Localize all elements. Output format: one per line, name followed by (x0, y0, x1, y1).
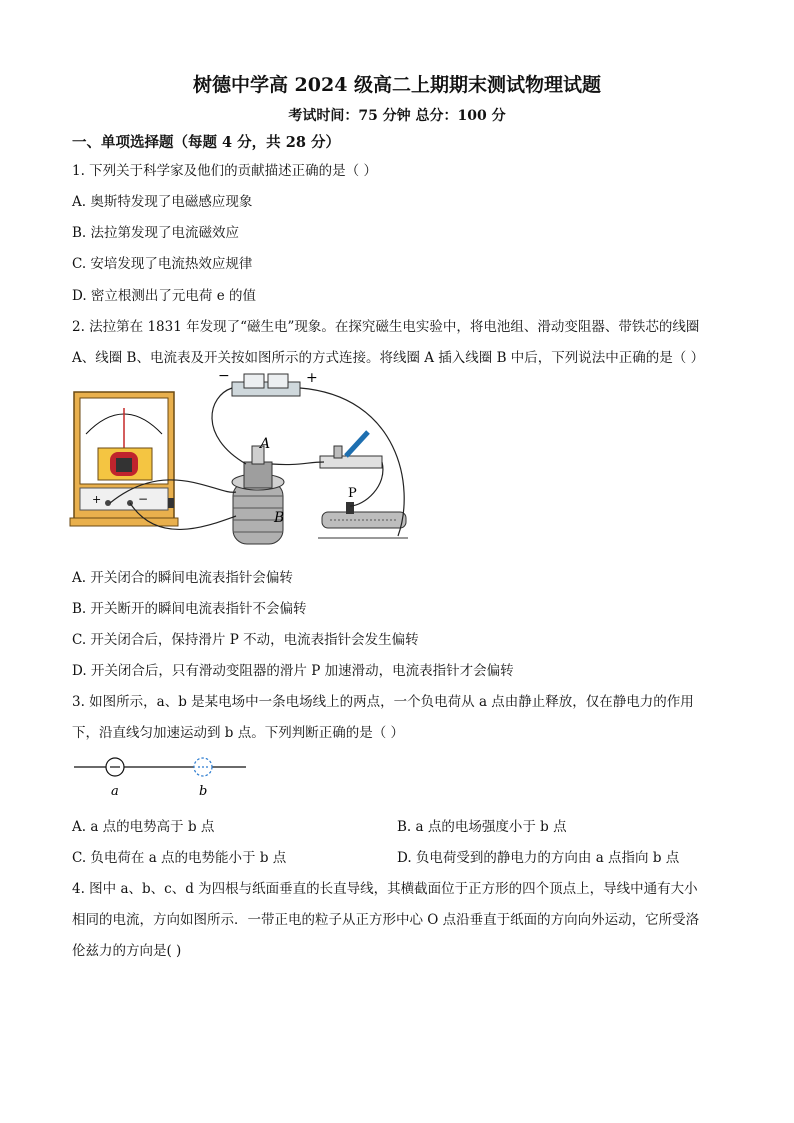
question-1-stem: 1. 下列关于科学家及他们的贡献描述正确的是（ ） (72, 163, 377, 179)
question-1-option-c: C. 安培发现了电流热效应规律 (72, 256, 253, 272)
question-2-option-a: A. 开关闭合的瞬间电流表指针会偏转 (72, 570, 293, 586)
question-3-stem-line-1: 3. 如图所示，a、b 是某电场中一条电场线上的两点，一个负电荷从 a 点由静止释放，仅在静电力的作用 (72, 694, 694, 710)
point-a-label: a (111, 784, 119, 799)
question-1-option-d: D. 密立根测出了元电荷 e 的值 (72, 288, 256, 304)
exam-info: 考试时间：75 分钟 总分：100 分 (288, 108, 506, 124)
question-3-option-c: C. 负电荷在 a 点的电势能小于 b 点 (72, 850, 287, 866)
galvanometer-plus-sign: + (92, 493, 102, 506)
battery-plus-label: + (306, 370, 318, 386)
question-2-circuit-figure (68, 366, 428, 558)
galvanometer (70, 392, 178, 526)
question-4-stem-line-3: 伦兹力的方向是( ) (72, 943, 182, 959)
question-3-option-d: D. 负电荷受到的静电力的方向由 a 点指向 b 点 (397, 850, 680, 866)
question-2-stem-line-1: 2. 法拉第在 1831 年发现了“磁生电”现象。在探究磁生电实验中，将电池组、滑动变阻器、带铁芯的线圈 (72, 319, 700, 335)
section-heading: 一、单项选择题（每题 4 分，共 28 分） (72, 134, 340, 151)
question-3-option-b: B. a 点的电场强度小于 b 点 (397, 819, 567, 835)
wire (212, 388, 246, 464)
question-2-option-b: B. 开关断开的瞬间电流表指针不会偏转 (72, 601, 307, 617)
question-3-field-line-figure (72, 755, 252, 801)
wire (272, 462, 324, 465)
question-2-option-d: D. 开关闭合后，只有滑动变阻器的滑片 P 加速滑动，电流表指针才会偏转 (72, 663, 514, 679)
rheostat (318, 502, 408, 538)
coil-b-label: B (274, 510, 285, 526)
galvanometer-minus-sign: − (138, 492, 149, 506)
question-2-stem-line-2: A、线圈 B、电流表及开关按如图所示的方式连接。将线圈 A 插入线圈 B 中后，下列说法中正确的是（ ） (72, 350, 705, 366)
question-1-option-a: A. 奥斯特发现了电磁感应现象 (72, 194, 253, 210)
slider-label: P (348, 486, 357, 501)
question-1-option-b: B. 法拉第发现了电流磁效应 (72, 225, 240, 241)
point-b-label: b (199, 784, 208, 799)
question-2-option-c: C. 开关闭合后，保持滑片 P 不动，电流表指针会发生偏转 (72, 632, 419, 648)
battery-pack (232, 374, 300, 396)
coil-a (244, 446, 272, 488)
question-4-stem-line-2: 相同的电流，方向如图所示．一带正电的粒子从正方形中心 O 点沿垂直于纸面的方向向外运动，它所受洛 (72, 912, 700, 928)
switch (320, 432, 382, 468)
question-3-option-a: A. a 点的电势高于 b 点 (72, 819, 215, 835)
page-title: 树德中学高 2024 级高二上期期末测试物理试题 (192, 74, 602, 96)
question-3-stem-line-2: 下，沿直线匀加速运动到 b 点。下列判断正确的是（ ） (72, 725, 405, 741)
question-4-stem-line-1: 4. 图中 a、b、c、d 为四根与纸面垂直的长直导线，其横截面位于正方形的四个顶点上，导线中通有大小 (72, 881, 698, 897)
battery-minus-label: − (218, 368, 230, 384)
coil-a-label: A (260, 436, 271, 452)
